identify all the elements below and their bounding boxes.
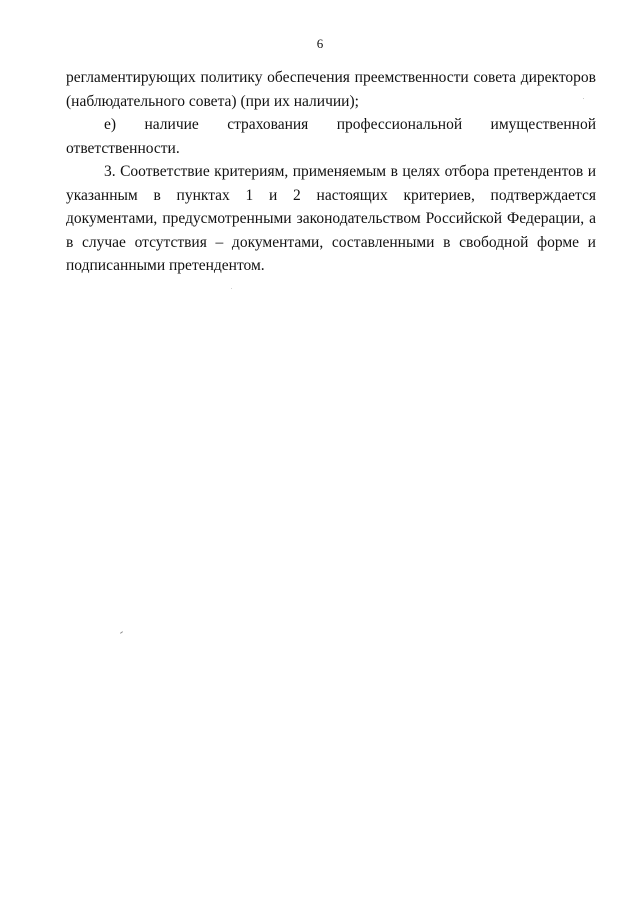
paragraph-item-e [66,113,596,160]
text-line: претендентом. [169,257,265,274]
scan-speck [583,98,584,99]
scan-speck [231,288,232,289]
page-number: 6 [316,36,324,51]
text-line: (наблюдательного совета) (при их наличии); [66,92,359,110]
scan-speck [120,631,123,634]
paragraph-continuation [66,66,596,113]
text-line: 3. Соответствие критериям, применяемым в целях отбора претендентов и [104,163,596,180]
text-line: отсутствия – документами, составленными в свободной форме и подписанными [66,233,596,274]
text-line: предусмотренными законодательством Российской Федерации, а в случае [66,210,596,251]
text-line: регламентирующих политику обеспечения преемственности совета директоров [66,69,596,86]
paragraph-3 [66,160,596,278]
text-line: указанным в пунктах 1 и 2 настоящих критериев, подтверждается документами, [66,186,596,227]
document-body [66,66,596,278]
text-line: е) наличие страхования профессиональной имущественной ответственности. [66,116,596,157]
